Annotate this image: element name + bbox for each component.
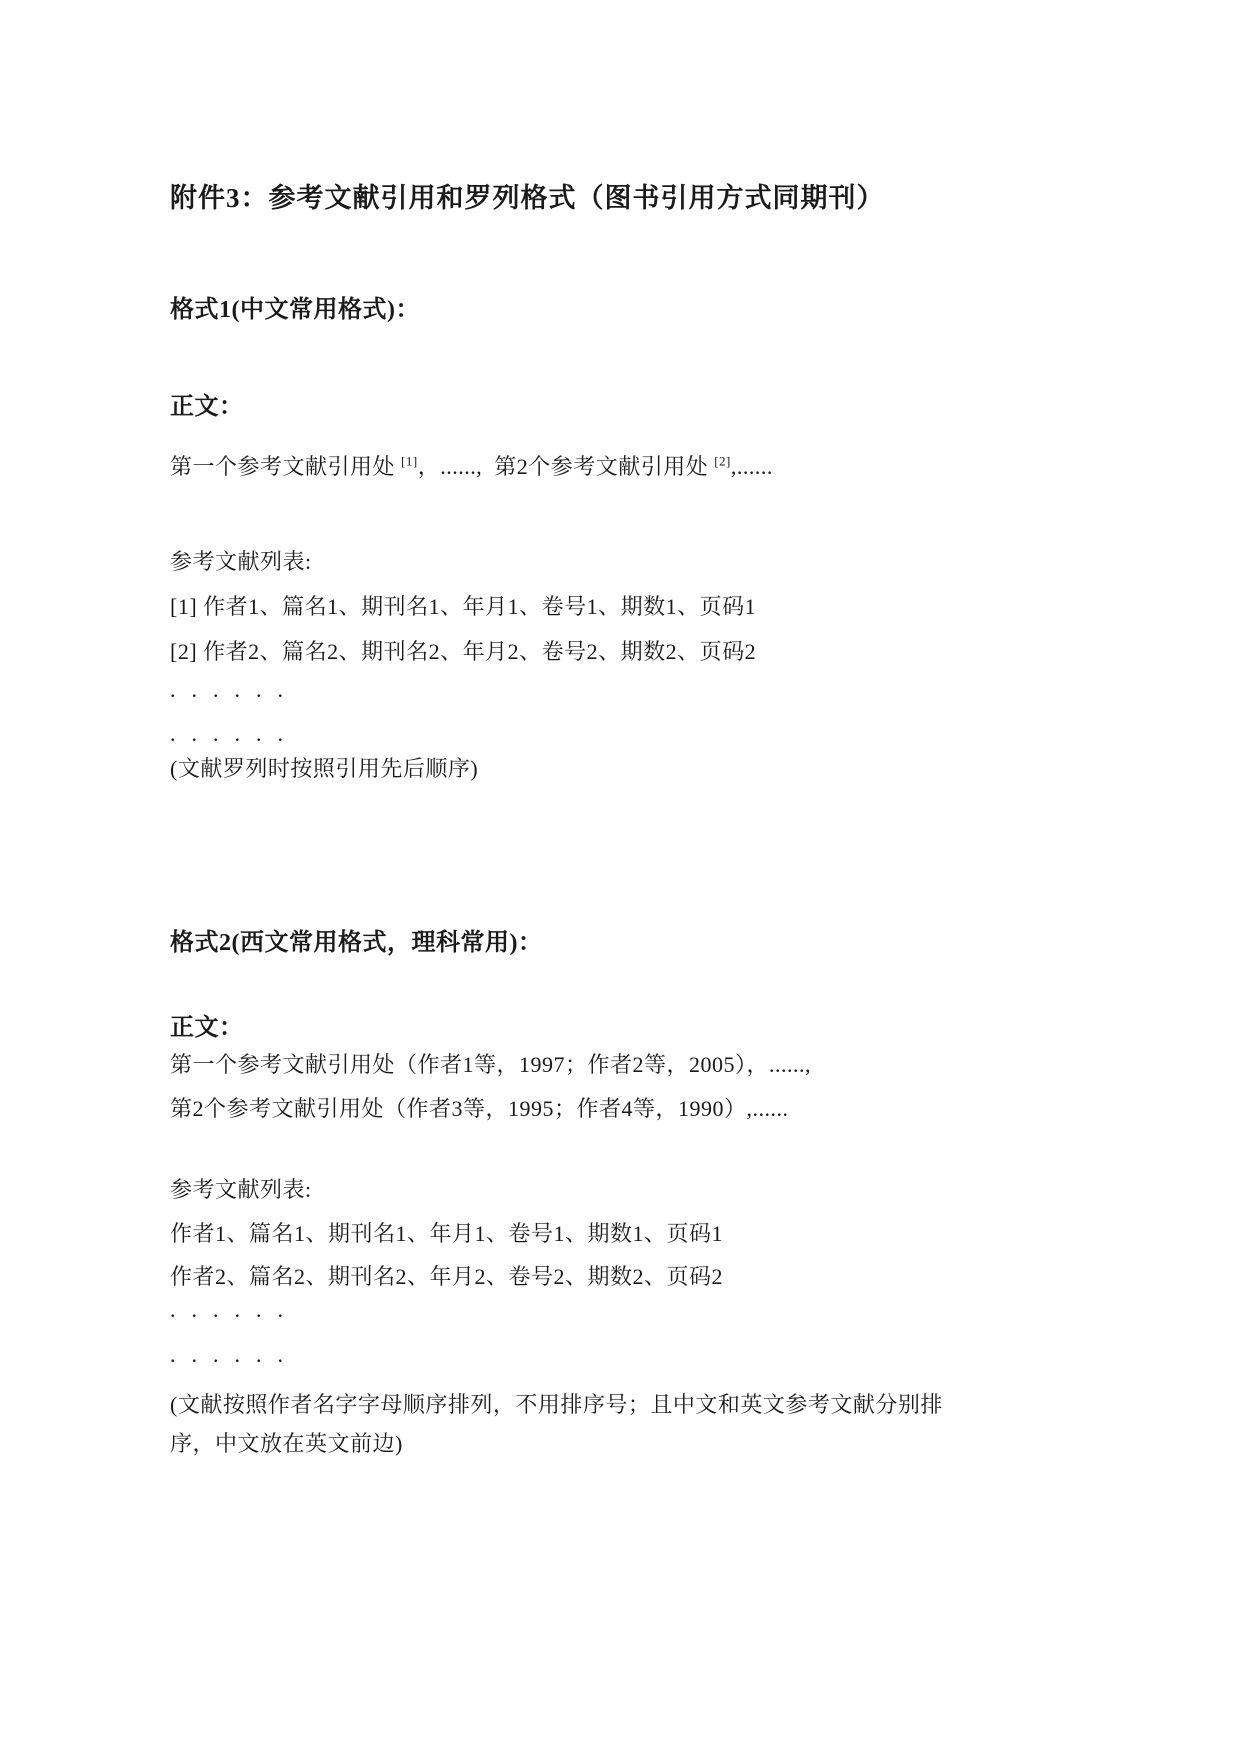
format2-note-line-2: 序，中文放在英文前边)	[170, 1431, 403, 1456]
format2-ellipsis-2: ......	[170, 1342, 299, 1367]
format1-ellipsis-1: ......	[170, 677, 299, 702]
format2-body-label: 正文：	[170, 1015, 244, 1041]
citation-superscript-2: [2]	[714, 453, 731, 469]
format1-reference-item-1: [1] 作者1、篇名1、期刊名1、年月1、卷号1、期数1、页码1	[170, 594, 757, 619]
format2-citation-line-1: 第一个参考文献引用处（作者1等，1997；作者2等，2005），......,	[170, 1052, 812, 1077]
format2-reference-item-2: 作者2、篇名2、期刊名2、年月2、卷号2、期数2、页码2	[170, 1264, 724, 1289]
citation-text-2: ，......,	[417, 454, 495, 479]
citation-text-4: ,......	[730, 454, 773, 479]
citation-text-1: 第一个参考文献引用处	[170, 454, 402, 479]
format2-reference-item-1: 作者1、篇名1、期刊名1、年月1、卷号1、期数1、页码1	[170, 1221, 724, 1246]
format1-body-label: 正文：	[170, 394, 244, 420]
citation-superscript-1: [1]	[401, 453, 418, 469]
format1-note: (文献罗列时按照引用先后顺序)	[170, 756, 479, 781]
format2-heading: 格式2(西文常用格式，理科常用)：	[170, 930, 543, 956]
format2-ellipsis-1: ......	[170, 1297, 299, 1322]
format1-reference-item-2: [2] 作者2、篇名2、期刊名2、年月2、卷号2、期数2、页码2	[170, 639, 757, 664]
format1-ellipsis-2: ......	[170, 721, 299, 746]
format1-heading: 格式1(中文常用格式)：	[170, 297, 420, 323]
format2-citation-line-2: 第2个参考文献引用处（作者3等，1995；作者4等，1990）,......	[170, 1096, 789, 1121]
format2-list-label: 参考文献列表:	[170, 1177, 312, 1202]
format1-citation-line	[170, 453, 773, 482]
format1-list-label: 参考文献列表:	[170, 549, 312, 574]
citation-text-3: 第2个参考文献引用处	[494, 454, 715, 479]
format2-note-line-1: (文献按照作者名字字母顺序排列，不用排序号；且中文和英文参考文献分别排	[170, 1392, 943, 1417]
document-title: 附件3：参考文献引用和罗列格式（图书引用方式同期刊）	[170, 183, 885, 213]
